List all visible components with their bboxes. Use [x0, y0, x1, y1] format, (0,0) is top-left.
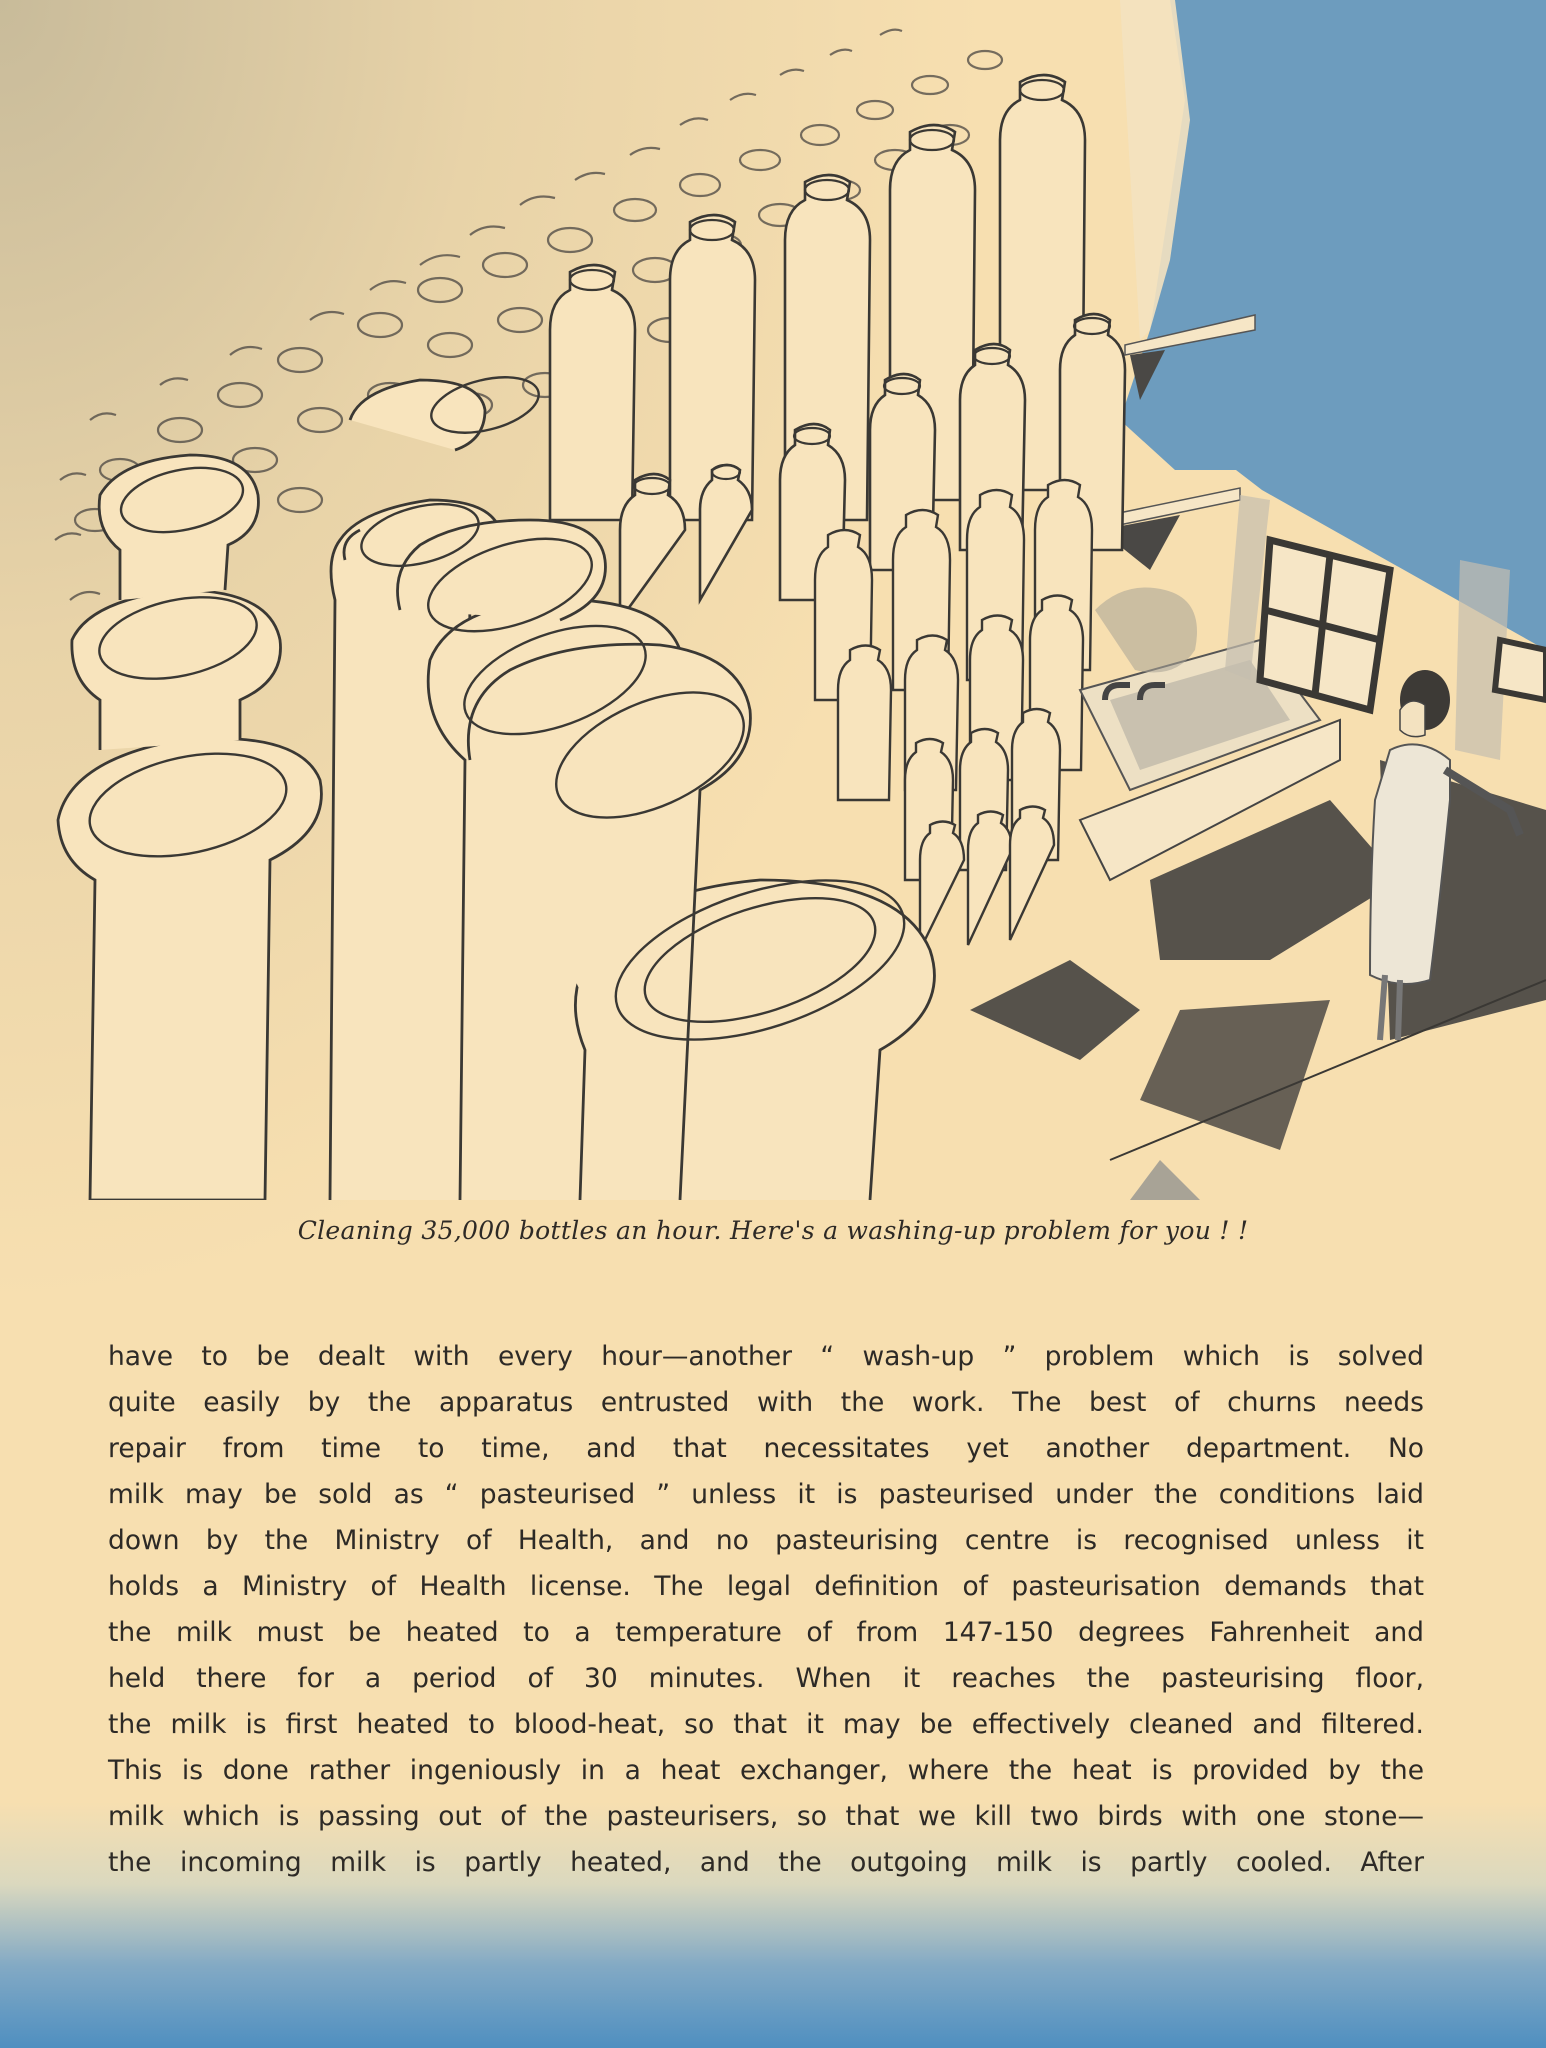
illustration-caption: Cleaning 35,000 bottles an hour. Here's a washing-up problem for you ! !	[297, 1216, 1249, 1245]
body-line: milk which is passing out of the pasteurisers, so that we kill two birds with one stone—	[108, 1801, 1424, 1832]
body-line: the incoming milk is partly heated, and the outgoing milk is partly cooled. After	[108, 1847, 1424, 1878]
body-line: held there for a period of 30 minutes. When it reaches the pasteurising floor,	[108, 1663, 1424, 1694]
body-line: the milk is first heated to blood-heat, so that it may be effectively cleaned and filtered.	[108, 1709, 1424, 1740]
body-line: quite easily by the apparatus entrusted with the work. The best of churns needs	[108, 1387, 1424, 1418]
body-line: repair from time to time, and that necessitates yet another department. No	[108, 1433, 1424, 1464]
body-paragraph	[108, 1334, 1424, 1886]
body-line: This is done rather ingeniously in a heat exchanger, where the heat is provided by the	[108, 1755, 1424, 1786]
body-line: have to be dealt with every hour—another “ wash-up ” problem which is solved	[108, 1341, 1424, 1372]
body-line: milk may be sold as “ pasteurised ” unless it is pasteurised under the conditions laid	[108, 1479, 1424, 1510]
body-line: the milk must be heated to a temperature of from 147-150 degrees Fahrenheit and	[108, 1617, 1424, 1648]
body-line: holds a Ministry of Health license. The legal definition of pasteurisation demands that	[108, 1571, 1424, 1602]
window	[1260, 540, 1390, 710]
body-line: down by the Ministry of Health, and no pasteurising centre is recognised unless it	[108, 1525, 1424, 1556]
